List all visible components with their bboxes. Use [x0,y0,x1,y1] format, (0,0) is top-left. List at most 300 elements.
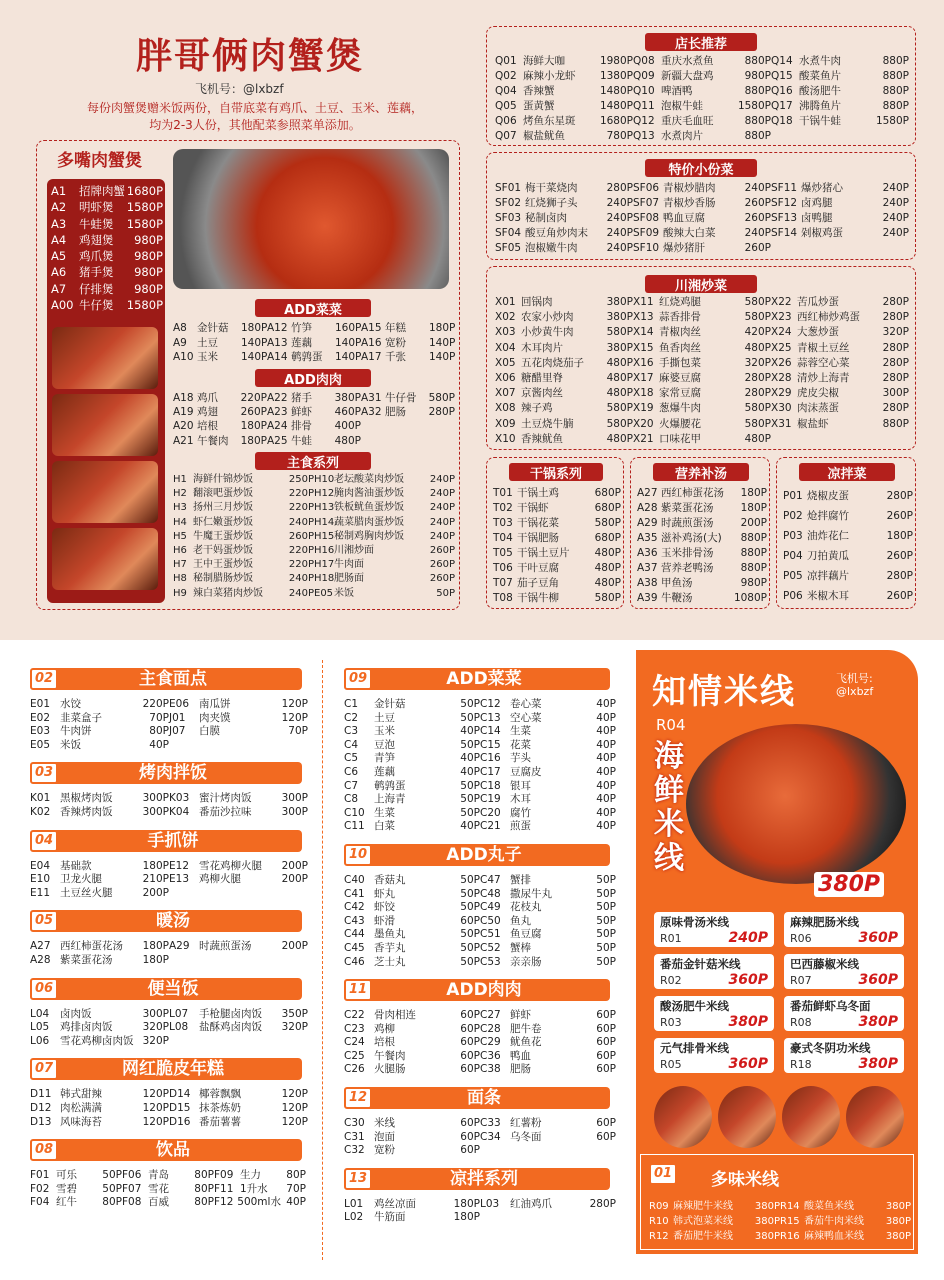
item-price: 50P [460,793,480,806]
section-header [30,666,314,692]
menu-item [344,928,480,942]
item-name: 木耳 [510,793,531,806]
menu-item [169,1021,308,1035]
item-name: 干锅花菜 [517,517,559,529]
item-name: 剁椒鸡蛋 [801,227,843,239]
item-name: 玉米 [197,351,218,363]
item-price: 180P [886,530,913,542]
item-code: A36 [637,547,658,559]
noodle-photos [654,1086,904,1148]
menu-row [30,1102,314,1116]
menu-item [30,1088,169,1102]
menu-row [637,501,767,516]
menu-row [173,558,455,572]
item-price: 580P [744,296,771,308]
item-price: 260P [429,545,455,557]
menu-item [344,1050,480,1064]
item-code: Q15 [771,70,793,82]
item-price: 200P [142,886,169,899]
menu-row [51,183,163,199]
item-name: 牛仔骨 [385,392,417,404]
noodle-code: R18 [790,1057,812,1071]
item-code: SF11 [771,182,798,194]
menu-item [344,739,480,753]
hero-noodle-photo [686,724,906,884]
menu-row [344,1211,620,1225]
item-code: C24 [344,1036,365,1049]
menu-item [361,321,455,336]
multi-noodle-list [649,1199,911,1244]
drypot-section [486,457,624,609]
menu-row [344,725,620,739]
item-price: 140P [241,351,268,363]
menu-item [633,226,771,241]
item-name: 肉沫蒸蛋 [797,402,839,415]
item-price: 50P [460,901,480,914]
item-price: 180P [453,1211,480,1224]
menu-item [344,956,480,970]
item-name: 手枪腿卤肉饭 [199,1007,262,1020]
menu-row [495,211,909,226]
item-code: C33 [480,1117,501,1130]
menu-row [30,873,314,887]
item-price: 380P [606,296,633,308]
item-name: 鸭血 [510,1049,531,1062]
item-name: 鸭血豆腐 [663,212,705,224]
item-code: T05 [493,547,513,559]
menu-item [122,1169,214,1183]
item-price: 120P [281,711,308,724]
menu-item [173,572,314,586]
menu-row [495,432,909,447]
menu-row [30,954,314,968]
item-name: 午餐肉 [197,434,229,447]
section-title: 便当饭 [147,978,199,999]
item-code: F04 [30,1196,50,1209]
menu-item [344,725,480,739]
item-name: 酸汤肥牛 [799,85,841,97]
noodle-card [784,912,904,947]
section-title: ADD肉肉 [446,980,522,1001]
menu-item [344,1198,480,1212]
section-number: 07 [30,1058,58,1080]
menu-item [314,544,455,558]
item-name: 西红柿蛋花汤 [661,487,724,499]
item-price: 400P [334,420,361,433]
menu-item [30,1116,169,1130]
item-code: X07 [495,387,516,400]
item-code: A23 [267,406,288,419]
menu-item [633,54,771,69]
item-code: A22 [267,392,288,404]
item-code: C19 [480,793,501,806]
noodle-line [660,930,768,946]
menu-item [30,873,169,887]
item-code: Q05 [495,100,517,112]
menu-row [173,572,455,586]
menu-row [173,321,455,336]
noodle-name: 豪式冬阴功米线 [790,1041,871,1055]
item-name: 时蔬煎蛋汤 [199,940,252,953]
section-title-bar [358,1168,610,1190]
noodle-card [784,1038,904,1073]
item-name: 爆炒猪心 [801,182,843,194]
menu-item [633,181,771,196]
item-code: R10 [649,1216,669,1227]
menu-row [344,1063,620,1077]
item-price: 50P [596,914,616,927]
item-name: 紫菜蛋花汤 [661,502,714,514]
item-price: 50P [436,587,455,599]
item-name: 金针菇 [374,698,406,710]
menu-item [173,391,267,405]
item-price: 280P [606,182,633,194]
section-title: 凉拌系列 [450,1168,518,1189]
menu-row [783,506,913,526]
section-title: 饮品 [156,1140,190,1161]
item-name: 上海青 [374,793,406,806]
item-code: L07 [169,1007,189,1020]
menu-item [495,310,633,325]
item-price: 300P [142,805,169,818]
item-name: 香辣蟹 [523,85,555,97]
item-price: 980P [744,70,771,82]
menu-row [493,531,621,546]
menu-item [30,940,169,954]
item-price: 240P [288,573,314,585]
item-price: 980P [134,281,163,296]
item-name: 红烧鸡腿 [659,296,701,308]
item-code: R15 [780,1216,800,1227]
item-name: 干锅牛柳 [517,592,559,604]
menu-item [633,371,771,386]
item-code: A18 [173,392,194,404]
item-price: 80P [286,1169,306,1182]
item-code: E11 [30,886,50,899]
menu-row [344,1144,620,1158]
menu-item [495,211,633,226]
item-price: 280P [882,356,909,369]
item-price: 1980P [599,55,633,67]
section-title-bar [358,979,610,1001]
item-code: E03 [30,725,50,738]
menu-item [495,341,633,356]
item-name: 腌肉酱油蛋炒饭 [334,488,404,500]
item-name: 凉拌藕片 [807,570,849,582]
menu-item [344,820,480,834]
section-body [30,1169,314,1210]
menu-row [30,1021,314,1035]
section-number: 03 [30,762,58,784]
item-price: 240P [606,242,633,254]
menu-item [771,211,909,226]
item-name: 韩式泡菜米线 [673,1216,733,1227]
item-price: 240P [606,227,633,239]
rice-noodle-brand: 知情米线 [652,672,796,712]
section-title-bar [44,1139,302,1161]
section-title-bar [358,1087,610,1109]
menu-row [495,241,909,256]
menu-row [173,544,455,558]
item-code: K04 [169,805,190,818]
item-code: Q14 [771,55,793,67]
menu-row [495,310,909,325]
item-price: 260P [886,510,913,522]
item-name: 土豆烧牛腩 [521,417,574,430]
item-code: P03 [783,530,803,542]
item-name: 京酱肉丝 [521,387,563,400]
item-price: 50P [460,887,480,900]
menu-item [30,887,169,901]
item-code: SF13 [771,212,798,224]
item-price: 140P [241,336,268,349]
item-price: 60P [596,1049,616,1062]
item-code: C42 [344,901,365,914]
section-body [344,1198,620,1225]
item-price: 240P [744,182,771,194]
item-price: 50P [460,711,480,724]
menu-item [30,1035,169,1049]
menu-row [30,698,314,712]
item-code: A3 [51,216,67,231]
menu-item [480,956,616,970]
item-price: 880P [882,55,909,67]
hero-price: 380P [814,872,884,897]
item-code: H1 [173,474,187,485]
menu-item [267,419,361,433]
item-price: 300P [281,792,308,805]
item-name: 肥肠 [510,1063,531,1076]
menu-item [771,310,909,325]
item-price: 1380P [599,70,633,82]
item-price: 60P [460,914,480,927]
item-code: C48 [480,887,501,900]
menu-row [649,1199,911,1214]
item-price: 380P [754,1201,780,1212]
item-price: 300P [142,792,169,805]
item-price: 480P [334,434,361,447]
item-name: 辣白菜猪肉炒饭 [193,587,263,599]
item-price: 50P [596,955,616,968]
item-name: 新疆大盘鸡 [661,70,714,82]
section-header [30,908,314,934]
item-code: R09 [649,1201,669,1212]
item-name: 腐竹 [510,806,531,819]
menu-row [783,526,913,546]
menu-item [169,860,308,874]
menu-item [495,325,633,340]
item-code: C21 [480,820,501,833]
menu-row [344,1131,620,1145]
item-price: 380P [885,1231,911,1242]
item-price: 580P [606,417,633,430]
menu-item [173,350,267,365]
item-price: 50P [102,1169,122,1182]
section-number: 13 [344,1168,372,1190]
item-price: 980P [740,577,767,589]
item-code: E04 [30,859,50,872]
menu-row [344,942,620,956]
item-code: X14 [633,326,654,339]
item-price: 380P [885,1216,911,1227]
item-price: 50P [460,873,480,886]
sichuan-list [495,295,909,447]
item-name: 银耳 [510,779,531,792]
item-code: H16 [314,545,335,557]
item-code: H2 [173,488,187,500]
noodle-price: 360P [858,930,898,946]
menu-item [480,725,616,739]
item-code: C22 [344,1009,365,1022]
item-name: 雪花鸡柳火腿 [199,859,262,872]
item-name: 火腿肠 [374,1063,406,1076]
item-code: X09 [495,417,516,430]
menu-row [637,591,767,606]
item-name: 500ml水 [237,1196,281,1209]
menu-item [771,99,909,114]
item-price: 880P [882,100,909,112]
item-name: 酸豆角炒肉末 [525,227,588,239]
menu-item [344,698,480,712]
menu-row [51,232,163,248]
noodle-price: 380P [858,1056,898,1072]
item-price: 240P [429,474,455,485]
menu-item [633,241,771,256]
card-row [654,954,904,989]
item-price: 180P [142,953,169,966]
menu-item [173,501,314,515]
menu-row [344,1036,620,1050]
item-price: 40P [596,725,616,738]
item-name: 鸡丝凉面 [374,1197,416,1210]
noodle-price: 360P [728,1056,768,1072]
item-name: 撒尿牛丸 [510,887,552,900]
item-price: 140P [429,351,456,363]
item-price: 480P [594,547,621,559]
item-name: 米线 [374,1117,395,1130]
menu-row [649,1214,911,1229]
soup-section [630,457,770,609]
item-price: 60P [596,1130,616,1143]
menu-item [173,405,267,419]
item-code: L05 [30,1021,50,1034]
item-price: 60P [460,1130,480,1143]
item-price: 1480P [599,85,633,97]
soup-list [637,486,767,606]
manager-section [486,26,916,146]
item-price: 980P [134,249,163,264]
menu-item [495,181,633,196]
item-code: Q06 [495,115,517,127]
menu-item [495,69,633,84]
item-code: C12 [480,698,501,710]
item-name: 卤肉饭 [60,1007,92,1020]
menu-row [344,739,620,753]
item-code: C46 [344,955,365,968]
item-name: 香芋丸 [374,941,406,954]
section-header [344,842,620,868]
menu-row [344,888,620,902]
item-price: 880P [740,532,767,544]
item-name: 生菜 [510,725,531,738]
item-name: 五花肉烧茄子 [521,356,584,369]
menu-item [267,405,361,419]
menu-item [633,211,771,226]
item-price: 260P [429,559,455,571]
menu-row [495,54,909,69]
menu-item [214,1196,306,1210]
item-price: 60P [596,1009,616,1022]
menu-row [493,546,621,561]
item-name: 牛肉饼 [60,725,92,738]
item-code: A10 [173,351,194,363]
item-price: 40P [596,698,616,710]
item-code: T02 [493,502,513,514]
item-price: 380P [754,1231,780,1242]
item-code: E12 [169,859,189,872]
item-code: A4 [51,232,67,247]
item-code: SF04 [495,227,522,239]
card-row [654,1038,904,1073]
item-name: 甲鱼汤 [661,577,693,589]
item-name: 鸡排卤肉饭 [60,1021,113,1034]
item-code: A38 [637,577,658,589]
item-code: A17 [361,351,382,363]
menu-row [30,1035,314,1049]
item-code: Q04 [495,85,517,97]
item-price: 80P [194,1182,214,1195]
item-code: C47 [480,873,501,886]
item-price: 180P [241,322,268,334]
item-price: 50P [596,887,616,900]
section-body [344,874,620,969]
item-name: 红油鸡爪 [510,1197,552,1210]
item-price: 280P [882,296,909,308]
item-price: 780P [606,130,633,142]
noodle-name: 番茄鲜虾乌冬面 [790,999,871,1013]
menu-row [344,956,620,970]
menu-row [495,196,909,211]
item-code: A20 [173,420,194,433]
hero-code: R04 [656,716,686,734]
item-name: 麻辣小龙虾 [523,70,576,82]
section-title-bar [44,762,302,784]
menu-item [169,1088,308,1102]
item-price: 260P [744,212,771,224]
menu-row [30,1088,314,1102]
item-code: H4 [173,516,187,528]
item-name: 鲜虾 [510,1009,531,1022]
item-price: 60P [460,1009,480,1022]
item-code: X05 [495,356,516,369]
menu-item [633,341,771,356]
item-name: 虎皮尖椒 [797,387,839,400]
menu-item [344,752,480,766]
item-name: 沸腾鱼片 [799,100,841,112]
item-price: 240P [606,197,633,209]
item-name: 水饺 [60,698,81,710]
item-price: 240P [429,516,455,528]
item-code: Q08 [633,55,655,67]
item-code: D15 [169,1101,191,1114]
menu-item [30,806,169,820]
item-price: 480P [606,432,633,445]
menu-item [480,766,616,780]
item-name: 麻婆豆腐 [659,372,701,385]
item-name: 白膜 [199,725,220,738]
item-name: 海鲜什锦炒饭 [193,474,253,485]
item-name: 虾仁嫩蛋炒饭 [193,516,253,528]
